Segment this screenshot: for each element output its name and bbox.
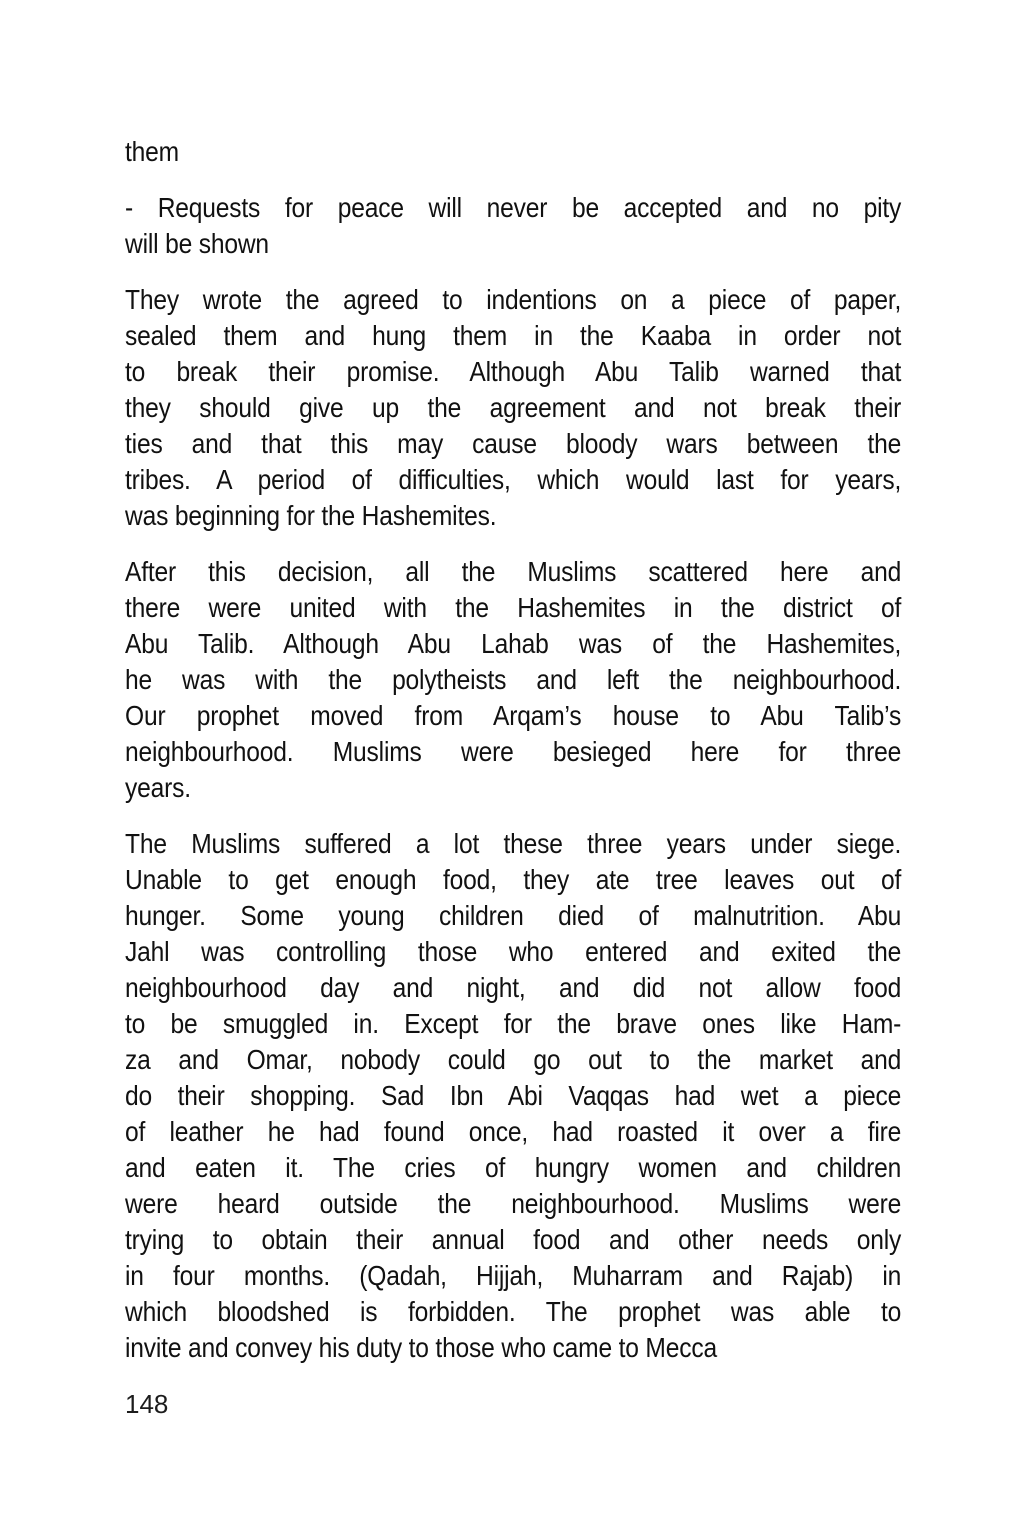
text-line: to break their promise. Although Abu Talib warned that: [125, 356, 902, 387]
text-line: were heard outside the neighbourhood. Muslims were: [125, 1188, 902, 1219]
text-line: The Muslims suffered a lot these three years under siege.: [125, 828, 902, 859]
text-line: Abu Talib. Although Abu Lahab was of the Hashemites,: [125, 628, 902, 659]
text-line: and eaten it. The cries of hungry women and children: [125, 1152, 902, 1183]
text-line: za and Omar, nobody could go out to the market and: [125, 1044, 902, 1075]
paragraph: [125, 190, 901, 262]
text-line: neighbourhood day and night, and did not allow food: [125, 972, 902, 1003]
text-line: of leather he had found once, had roasted it over a fire: [125, 1116, 902, 1147]
text-line: They wrote the agreed to indentions on a piece of paper,: [125, 284, 902, 315]
text-line: After this decision, all the Muslims scattered here and: [125, 556, 902, 587]
paragraph: [125, 282, 901, 534]
text-line: Our prophet moved from Arqam’s house to Abu Talib’s: [125, 700, 902, 731]
text-line: ties and that this may cause bloody wars between the: [125, 428, 902, 459]
text-line: neighbourhood. Muslims were besieged here for three: [125, 736, 902, 767]
paragraph: [125, 134, 901, 170]
text-line: he was with the polytheists and left the neighbourhood.: [125, 664, 902, 695]
text-line: Jahl was controlling those who entered and exited the: [125, 936, 902, 967]
text-line: they should give up the agreement and not break their: [125, 392, 902, 423]
text-line: which bloodshed is forbidden. The prophet was able to: [125, 1296, 902, 1327]
paragraph: [125, 554, 901, 806]
text-line: trying to obtain their annual food and other needs only: [125, 1224, 902, 1255]
text-line: Unable to get enough food, they ate tree leaves out of: [125, 864, 902, 895]
text-line: tribes. A period of difficulties, which would last for years,: [125, 464, 902, 495]
page-text: [125, 134, 901, 1386]
text-line: will be shown: [125, 228, 269, 259]
text-line: do their shopping. Sad Ibn Abi Vaqqas had wet a piece: [125, 1080, 902, 1111]
text-line: hunger. Some young children died of malnutrition. Abu: [125, 900, 902, 931]
text-line: sealed them and hung them in the Kaaba in order not: [125, 320, 902, 351]
text-line: to be smuggled in. Except for the brave ones like Ham-: [125, 1008, 902, 1039]
text-line: invite and convey his duty to those who came to Mecca: [125, 1332, 717, 1363]
page-number: 148: [125, 1389, 169, 1419]
text-line: there were united with the Hashemites in the district of: [125, 592, 902, 623]
text-line: - Requests for peace will never be accepted and no pity: [125, 192, 902, 223]
text-line: was beginning for the Hashemites.: [125, 500, 497, 531]
text-line: them: [125, 136, 179, 167]
text-line: in four months. (Qadah, Hijjah, Muharram and Rajab) in: [125, 1260, 902, 1291]
text-line: years.: [125, 772, 191, 803]
paragraph: [125, 826, 901, 1366]
